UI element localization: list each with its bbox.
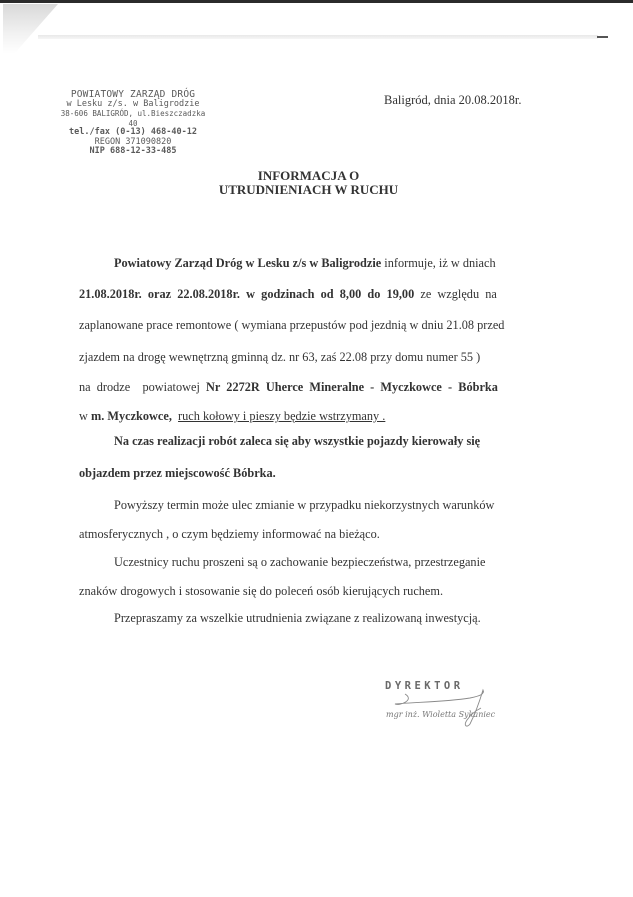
scan-page-fold [3,4,58,54]
stamp-line: w Lesku z/s. w Baligrodzie [66,98,200,109]
stamp-line: NIP 688-12-33-485 [89,146,177,156]
stamp-line: REGON 371090820 [94,136,172,147]
organization-name: Powiatowy Zarząd Dróg w Lesku z/s w Baligrodzie [114,256,382,270]
document-title-line1: INFORMACJA O [257,168,360,183]
stamp-line: 38-606 BALIGRÓD, ul.Bieszczadzka 40 [60,109,206,128]
closure-dates-hours: 21.08.2018r. oraz 22.08.2018r. w godzinach od 8,00 do 19,00 [79,287,415,301]
scan-artifact-line [38,35,598,39]
text: informuje, iż w dniach [381,256,496,270]
paragraph-4-line-1: Uczestnicy ruchu proszeni są o zachowanie bezpieczeństwa, przestrzeganie [114,555,486,569]
paragraph-2-line-2: objazdem przez miejscowość Bóbrka. [79,466,276,480]
stamp-line: POWIATOWY ZARZĄD DRÓG [70,89,196,100]
document-title-line2: UTRUDNIENIACH W RUCHU [218,182,399,197]
text: ze względu na [414,287,497,301]
signature-title: DYREKTOR [385,680,464,692]
place-and-date: Baligród, dnia 20.08.2018r. [384,93,522,107]
place-name: m. Myczkowce, [90,409,172,423]
paragraph-1-line-4: zjazdem na drogę wewnętrzną gminną dz. nr 63, zaś 22.08 przy domu numer 55 ) [79,350,481,364]
closure-notice: ruch kołowy i pieszy będzie wstrzymany . [178,409,386,423]
text: w [79,409,91,423]
signatory-name: mgr inż. Wioletta Sykaniec [386,710,496,719]
paragraph-3-line-1: Powyższy termin może ulec zmianie w przypadku niekorzystnych warunków [114,498,495,512]
scan-top-edge [0,0,633,3]
paragraph-1-line-2 [79,287,497,302]
paragraph-1-line-6 [79,409,385,424]
paragraph-4-line-2: znaków drogowych i stosowanie się do poleceń osób kierujących ruchem. [79,584,444,598]
office-stamp [58,90,208,157]
paragraph-5-line-1: Przepraszamy za wszelkie utrudnienia związane z realizowaną inwestycją. [114,611,481,625]
scan-artifact-mark [597,36,608,38]
paragraph-1-line-5 [79,380,498,395]
handwritten-signature-icon [385,680,505,730]
paragraph-2-line-1: Na czas realizacji robót zaleca się aby wszystkie pojazdy kierowały się [114,434,481,448]
paragraph-1-line-1 [114,256,496,271]
stamp-line: tel./fax (0-13) 468-40-12 [69,127,197,137]
paragraph-3-line-2: atmosferycznych , o czym będziemy informować na bieżąco. [79,527,380,541]
road-name: Nr 2272R Uherce Mineralne - Myczkowce - Bóbrka [206,380,498,394]
text: na drodze powiatowej [79,380,207,394]
paragraph-1-line-3: zaplanowane prace remontowe ( wymiana przepustów pod jezdnią w dniu 21.08 przed [79,318,505,332]
